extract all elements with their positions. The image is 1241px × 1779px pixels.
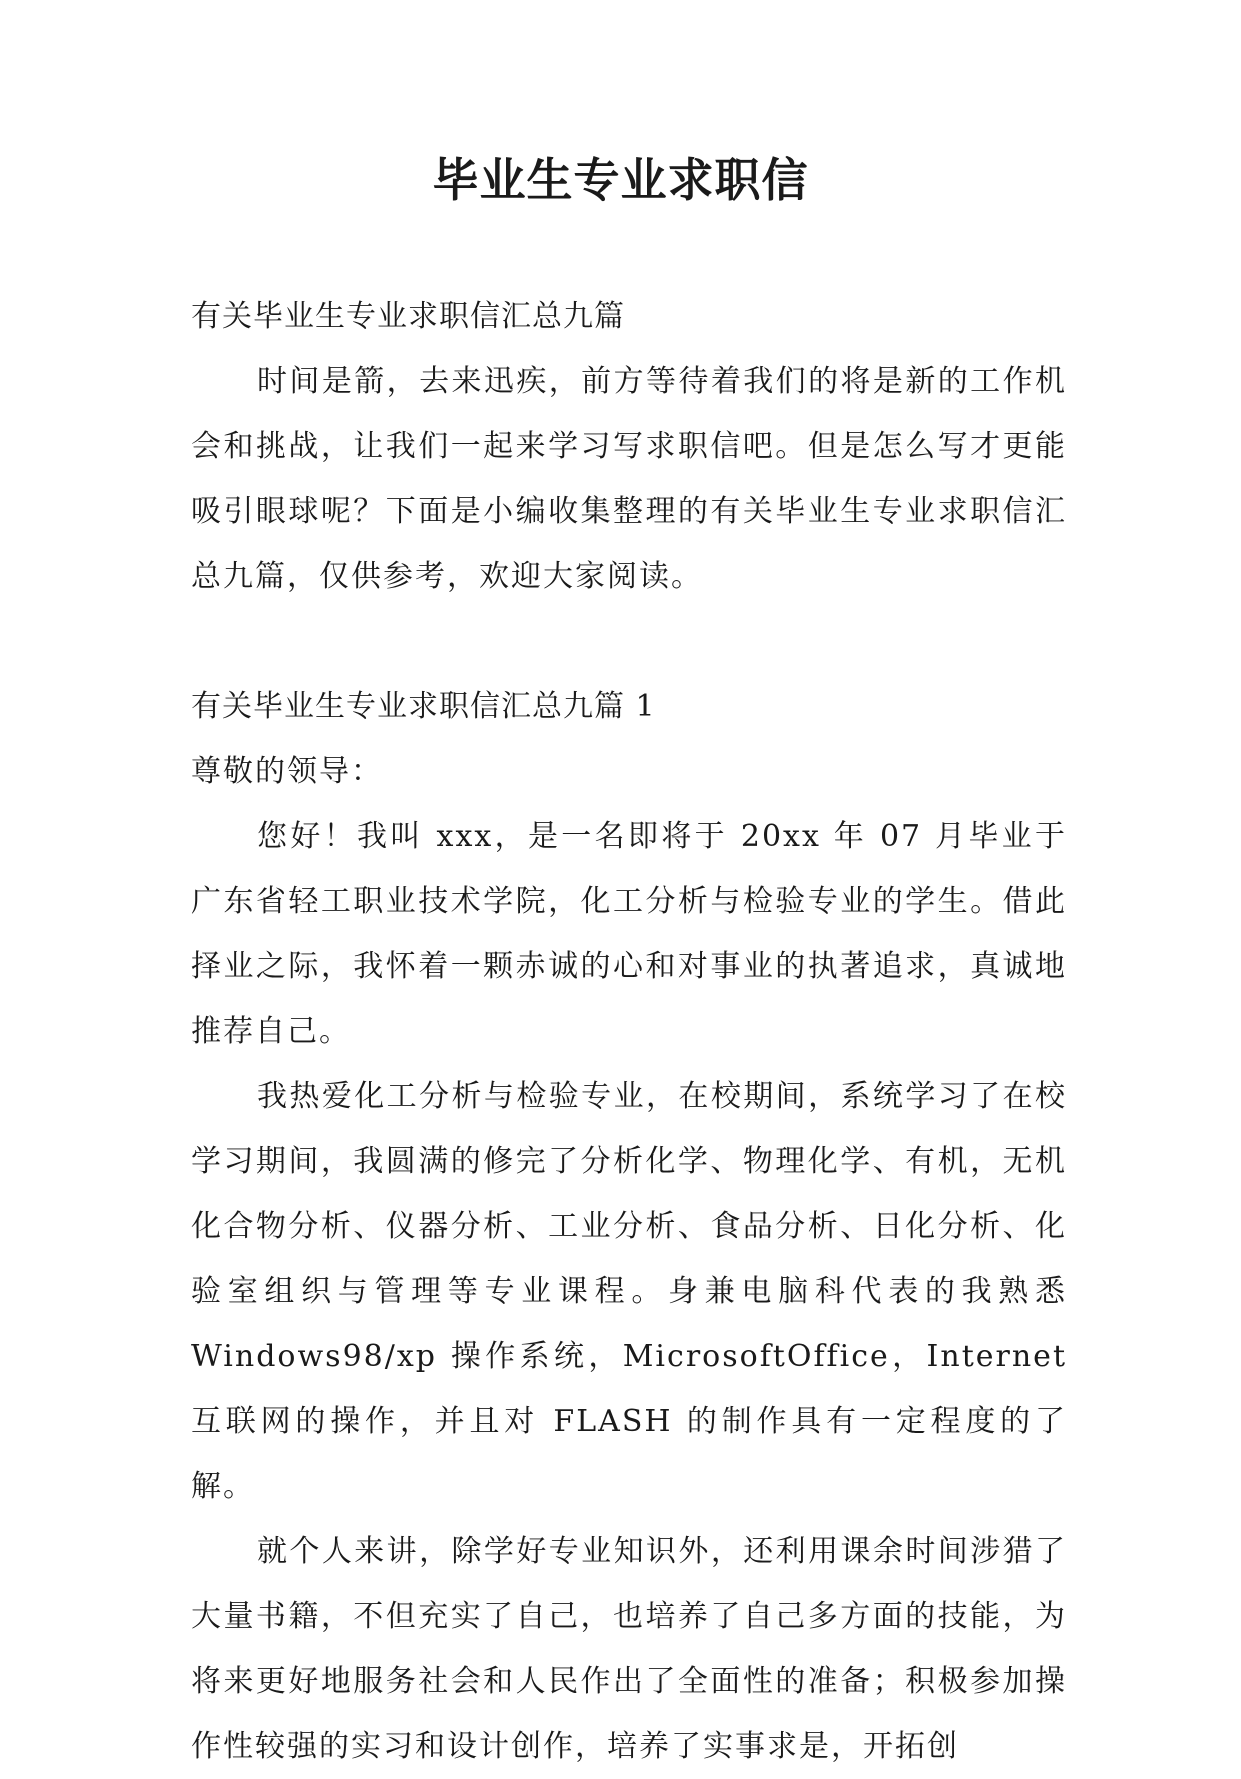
page-title: 毕业生专业求职信: [432, 153, 809, 207]
section-heading: 有关毕业生专业求职信汇总九篇 1: [191, 689, 656, 724]
paragraph-spacer: [191, 609, 1067, 674]
document-subtitle: 有关毕业生专业求职信汇总九篇: [191, 299, 625, 334]
document-body: [191, 284, 1067, 1779]
body-paragraph: 您好！我叫 xxx，是一名即将于 20xx 年 07 月毕业于广东省轻工职业技术学院，化工分析与检验专业的学生。借此择业之际，我怀着一颗赤诚的心和对事业的执著追求，真诚地推荐自己。: [191, 819, 1067, 1049]
intro-paragraph: 时间是箭，去来迅疾，前方等待着我们的将是新的工作机会和挑战，让我们一起来学习写求职信吧。但是怎么写才更能吸引眼球呢？下面是小编收集整理的有关毕业生专业求职信汇总九篇，仅供参考，欢迎大家阅读。: [191, 364, 1067, 594]
salutation: 尊敬的领导：: [191, 754, 383, 789]
body-paragraph: 就个人来讲，除学好专业知识外，还利用课余时间涉猎了大量书籍，不但充实了自己，也培养了自己多方面的技能，为将来更好地服务社会和人民作出了全面性的准备；积极参加操作性较强的实习和设计创作，培养了实事求是，开拓创: [191, 1534, 1067, 1764]
body-paragraph: 我热爱化工分析与检验专业，在校期间，系统学习了在校学习期间，我圆满的修完了分析化学、物理化学、有机，无机化合物分析、仪器分析、工业分析、食品分析、日化分析、化验室组织与管理等专业课程。身兼电脑科代表的我熟悉 Windows98/xp 操作系统，MicrosoftOffice，Internet 互联网的操作，并且对 FLASH 的制作具有一定程度的了解。: [191, 1079, 1067, 1504]
